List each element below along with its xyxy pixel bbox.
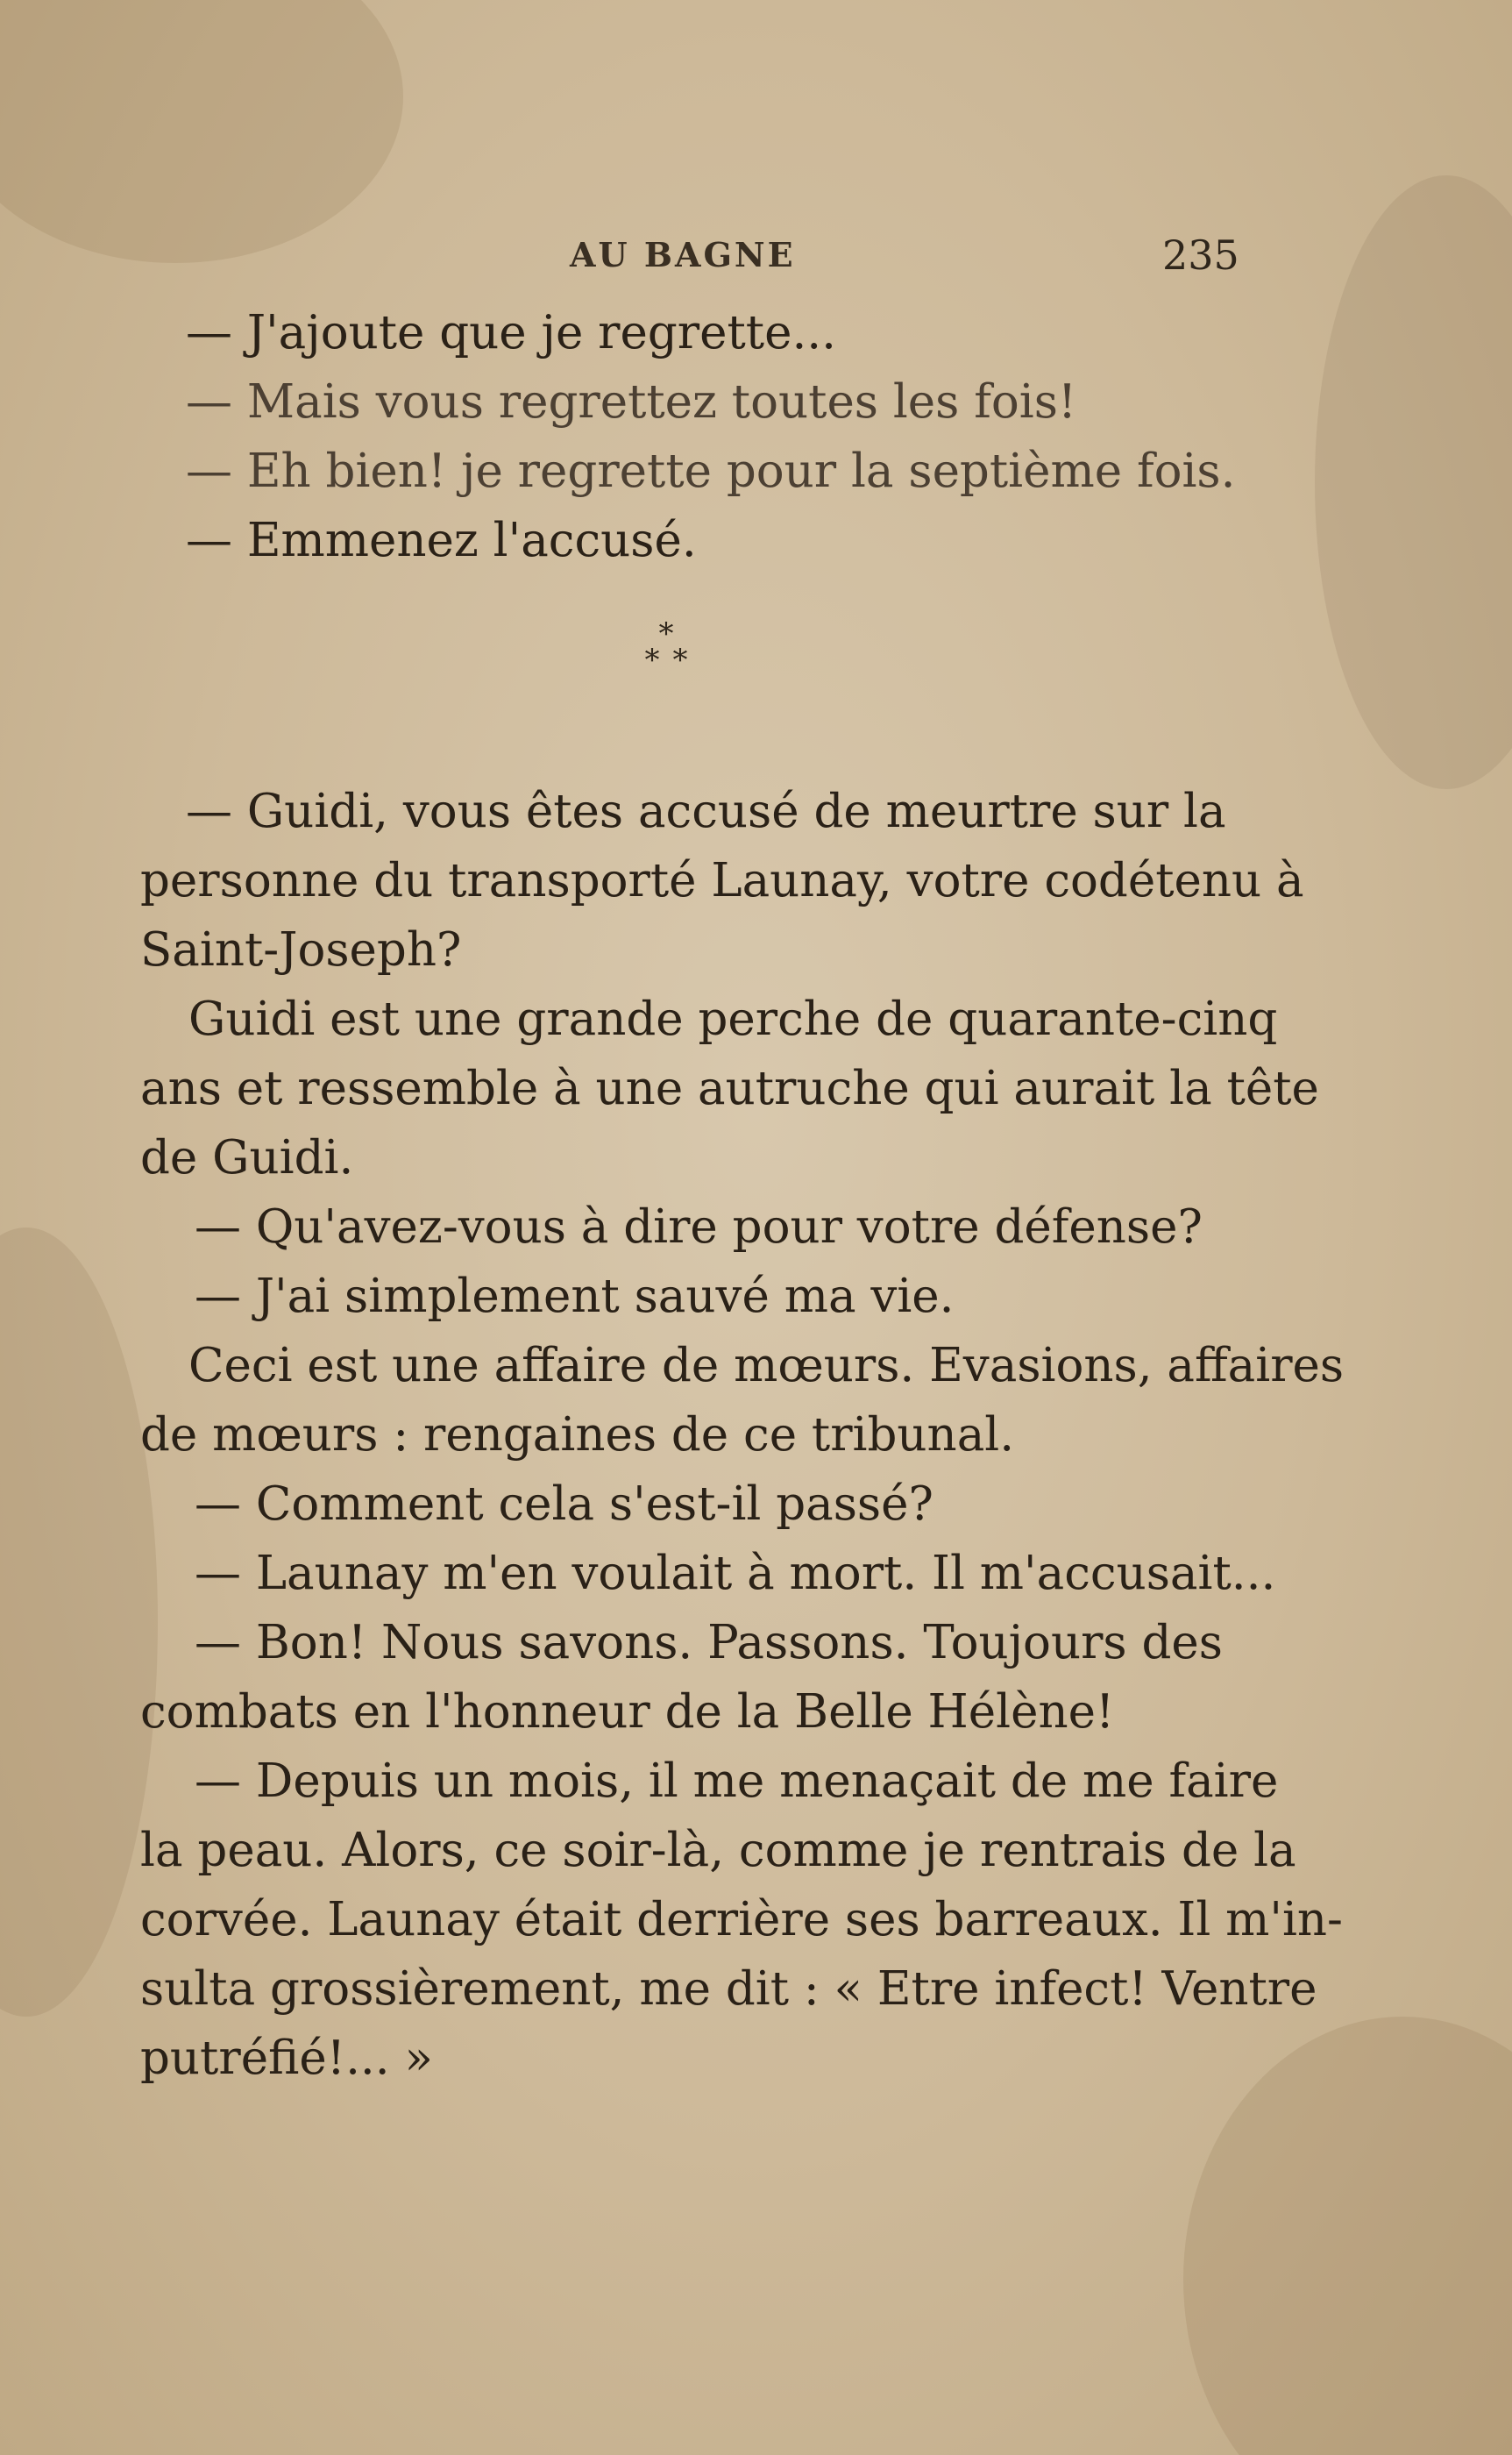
text-line: corvée. Launay était derrière ses barreaux. Il m'in-	[140, 1893, 1343, 1946]
svg-text:*: *	[658, 619, 674, 651]
text-line: — Mais vous regrettez toutes les fois!	[186, 375, 1077, 429]
text-line: — J'ajoute que je regrette...	[186, 306, 836, 359]
text-line: putréfié!... »	[140, 2032, 433, 2085]
page-header	[0, 231, 1512, 288]
text-line: Guidi est une grande perche de quarante-cinq	[188, 993, 1278, 1046]
page-number: 235	[1162, 231, 1239, 279]
text-line: de mœurs : rengaines de ce tribunal.	[140, 1408, 1015, 1462]
asterism-icon	[640, 619, 692, 680]
text-line: — Launay m'en voulait à mort. Il m'accusait...	[195, 1547, 1276, 1600]
section-break	[140, 575, 1280, 777]
text-line: — Bon! Nous savons. Passons. Toujours des	[195, 1616, 1223, 1669]
text-line: Ceci est une affaire de mœurs. Evasions, affaires	[188, 1339, 1345, 1392]
text-line: combats en l'honneur de la Belle Hélène!	[140, 1685, 1115, 1739]
running-head: AU BAGNE	[570, 235, 796, 274]
text-line: de Guidi.	[140, 1131, 354, 1185]
svg-text:*: *	[672, 643, 688, 678]
paper-stain	[0, 0, 403, 263]
svg-text:*: *	[644, 643, 660, 678]
text-line: — Depuis un mois, il me menaçait de me faire	[195, 1754, 1279, 1808]
paper-stain	[0, 1228, 158, 2017]
text-line: — Eh bien! je regrette pour la septième fois.	[186, 445, 1236, 498]
text-line: — Emmenez l'accusé.	[186, 514, 697, 567]
text-line: sulta grossièrement, me dit : « Etre infect! Ventre	[140, 1962, 1317, 2016]
text-line: ans et ressemble à une autruche qui aurait la tête	[140, 1062, 1319, 1115]
text-line: la peau. Alors, ce soir-là, comme je rentrais de la	[140, 1824, 1296, 1877]
text-line: — Comment cela s'est-il passé?	[195, 1477, 933, 1531]
text-line: — Guidi, vous êtes accusé de meurtre sur la	[186, 785, 1226, 838]
text-line: — Qu'avez-vous à dire pour votre défense?	[195, 1200, 1203, 1254]
text-line: personne du transporté Launay, votre codétenu à	[140, 854, 1304, 907]
text-line: — J'ai simplement sauvé ma vie.	[195, 1270, 955, 1323]
text-line: Saint-Joseph?	[140, 923, 462, 977]
page-body	[140, 298, 1345, 2093]
